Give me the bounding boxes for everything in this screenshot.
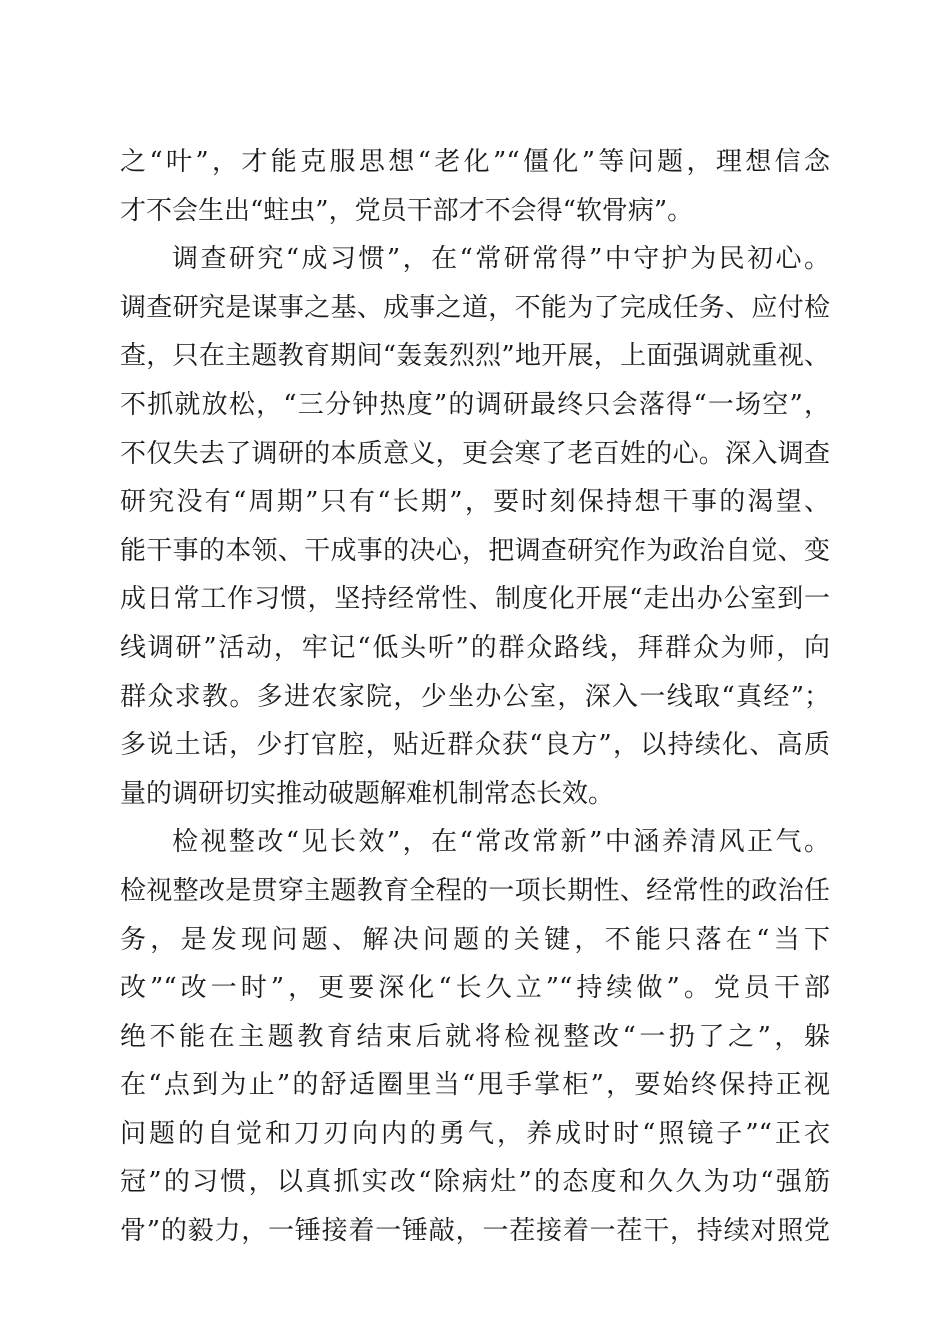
text-line: 才不会生出“蛀虫”，党员干部才不会得“软骨病”。 bbox=[120, 195, 694, 226]
text-line: 查，只在主题教育期间“轰轰烈烈”地开展，上面强调就重视、 bbox=[120, 341, 830, 372]
text-line: 骨”的毅力，一锤接着一锤敲，一茬接着一茬干，持续对照党 bbox=[120, 1216, 830, 1247]
text-line: 多说土话，少打官腔，贴近群众获“良方”，以持续化、高质 bbox=[120, 730, 830, 761]
text-line: 线调研”活动，牢记“低头听”的群众路线，拜群众为师，向 bbox=[120, 632, 830, 663]
text-line: 绝不能在主题教育结束后就将检视整改“一扔了之”，躲 bbox=[120, 1021, 830, 1052]
text-line: 不仅失去了调研的本质意义，更会寒了老百姓的心。深入调查 bbox=[120, 438, 830, 469]
text-line: 群众求教。多进农家院，少坐办公室，深入一线取“真经”； bbox=[120, 681, 830, 712]
text-line: 调查研究是谋事之基、成事之道，不能为了完成任务、应付检 bbox=[120, 292, 830, 323]
text-line: 冠”的习惯，以真抓实改“除病灶”的态度和久久为功“强筋 bbox=[120, 1167, 830, 1198]
text-line: 在“点到为止”的舒适圈里当“甩手掌柜”，要始终保持正视 bbox=[120, 1070, 830, 1101]
text-line: 能干事的本领、干成事的决心，把调查研究作为政治自觉、变 bbox=[120, 535, 830, 566]
body-text bbox=[120, 138, 830, 1256]
text-line: 成日常工作习惯，坚持经常性、制度化开展“走出办公室到一 bbox=[120, 584, 830, 615]
text-line: 量的调研切实推动破题解难机制常态长效。 bbox=[120, 778, 615, 809]
text-line: 检视整改是贯穿主题教育全程的一项长期性、经常性的政治任 bbox=[120, 875, 830, 906]
text-line: 改”“改一时”，更要深化“长久立”“持续做”。党员干部 bbox=[120, 973, 830, 1004]
text-line: 务，是发现问题、解决问题的关键，不能只落在“当下 bbox=[120, 924, 830, 955]
text-line: 之“叶”，才能克服思想“老化”“僵化”等问题，理想信念 bbox=[120, 147, 830, 177]
text-line: 不抓就放松，“三分钟热度”的调研最终只会落得“一场空”， bbox=[120, 389, 830, 420]
text-line: 研究没有“周期”只有“长期”，要时刻保持想干事的渴望、 bbox=[120, 487, 830, 518]
paragraph-first-line: 检视整改“见长效”，在“常改常新”中涵养清风正气。 bbox=[172, 827, 830, 858]
text-line: 问题的自觉和刀刃向内的勇气，养成时时“照镜子”“正衣 bbox=[120, 1118, 830, 1149]
paragraph-first-line: 调查研究“成习惯”，在“常研常得”中守护为民初心。 bbox=[172, 244, 830, 275]
